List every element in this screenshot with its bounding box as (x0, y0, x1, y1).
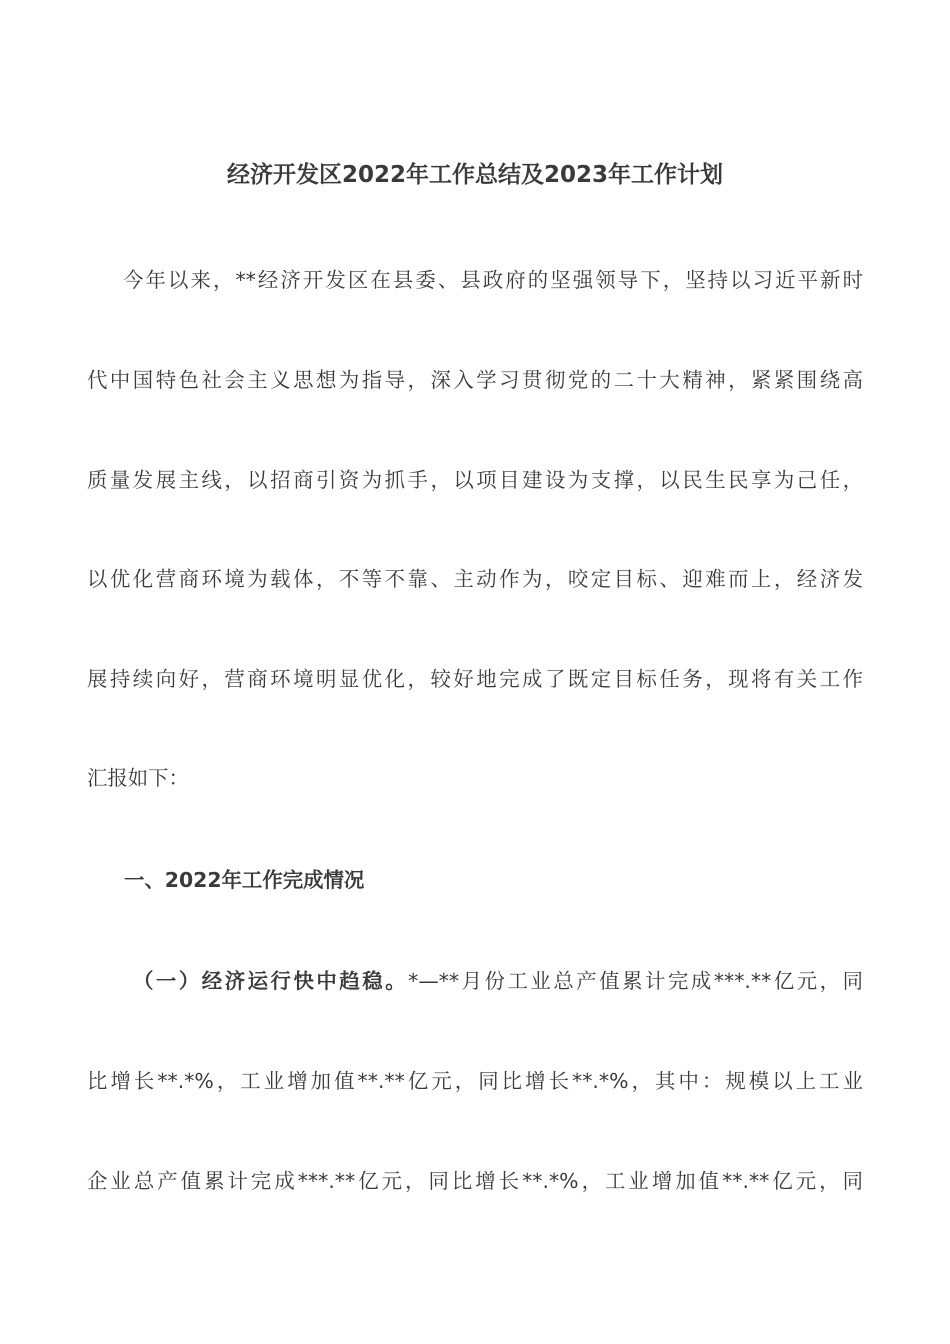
document-title: 经济开发区2022年工作总结及2023年工作计划 (226, 162, 724, 188)
intro-line-2: 代中国特色社会主义思想为指导，深入学习贯彻党的二十大精神，紧紧围绕高 (87, 368, 863, 392)
intro-line-4: 以优化营商环境为载体，不等不靠、主动作为，咬定目标、迎难而上，经济发 (87, 567, 863, 591)
subsection-1-first-line-text: *—**月份工业总产值累计完成***.**亿元，同 (408, 969, 863, 993)
subsection-1-line-2: 比增长**.*%，工业增加值**.**亿元，同比增长**.*%，其中：规模以上工业 (87, 1069, 863, 1093)
section-heading-1: 一、2022年工作完成情况 (124, 868, 365, 892)
subsection-1-line-3: 企业总产值累计完成***.**亿元，同比增长**.*%，工业增加值**.**亿元，同 (87, 1169, 863, 1193)
subsection-1-first-line (87, 966, 863, 996)
intro-line-1: 今年以来，**经济开发区在县委、县政府的坚强领导下，坚持以习近平新时 (123, 268, 863, 292)
subsection-1-label: （一）经济运行快中趋稳。 (133, 969, 409, 993)
intro-line-6: 汇报如下： (87, 766, 189, 790)
intro-line-5: 展持续向好，营商环境明显优化，较好地完成了既定目标任务，现将有关工作 (87, 667, 863, 691)
intro-line-3: 质量发展主线，以招商引资为抓手，以项目建设为支撑，以民生民享为己任， (87, 468, 863, 492)
